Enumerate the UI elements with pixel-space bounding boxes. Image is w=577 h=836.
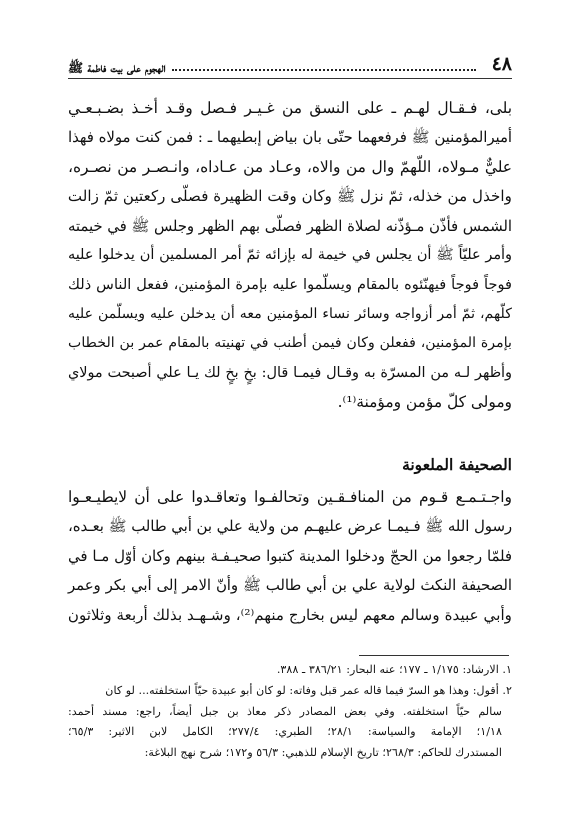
- text-line: واخذل من خذله، ثمّ نزل ﷺ وكان وقت الظهيرة فصلّى ركعتين ثمّ زالت: [67, 187, 512, 206]
- footnote-1: ١. الارشاد: ١/١٧٥ ـ ١٧٧؛ عنه البحار: ٣٨٦/٢١ ـ ٣٨٨.: [276, 663, 512, 676]
- text-line: بإمرة المؤمنين، ففعلن وكان فيمن أطنب في تهنيته بالمقام عمر بن الخطاب: [68, 335, 512, 352]
- section-heading: الصحيفة الملعونة: [402, 455, 512, 474]
- text-line: بلى، فـقـال لهـم ـ على النسق من غـيـر فـصل وقـد أخـذ بضـبـعـي: [68, 99, 512, 117]
- text-line: ومولى كلّ مؤمن ومؤمنة⁽¹⁾.: [337, 393, 512, 412]
- dotted-leader: [172, 68, 476, 71]
- text-line: الصحيفة النكث لولاية علي بن أبي طالب ﷺ وأنّ الامر إلى أبي بكر وعمر: [68, 577, 512, 595]
- footnotes: [68, 660, 512, 764]
- running-title: الهجوم على بيت فاطمة ﷺ: [68, 59, 166, 75]
- text-line: وأبي عبيدة وسالم معهم ليس بخارج منهم⁽²⁾، وشـهـد بذلك أربعة وثلاثون: [67, 605, 512, 624]
- page-header: [68, 48, 512, 74]
- footnote-rule: [359, 655, 509, 656]
- text-line: واجـتـمـع قـوم من المنافـقـين وتحالفـوا وتعاقـدوا على أن لايطيـعـوا: [68, 488, 512, 506]
- text-line: رسول الله ﷺ فـيمـا عرض عليهـم من ولاية علي بن أبي طالب ﷺ بعـده،: [68, 518, 512, 536]
- text-line: كلّهم، ثمّ أمر أزواجه وسائر نساء المؤمنين معه أن يدخلن عليه ويسلّمن عليه: [68, 305, 512, 322]
- text-line: فلمّا رجعوا من الحجّ ودخلوا المدينة كتبوا صحيـفـة بينهم وكان أوّل مـا في: [68, 547, 512, 565]
- page-number: ٤٨: [491, 53, 512, 75]
- text-line: الشمس فأذّن مـؤذّنه لصلاة الظهر فصلّى بهم الظهر وجلس ﷺ في خيمته: [68, 217, 512, 235]
- paragraph-2: [68, 483, 512, 630]
- footnote-2-line: سالم حيّاً استخلفته. وفي بعض المصادر ذكر معاذ بن جبل أيضاً، راجع: مسند أحمد:: [68, 704, 502, 718]
- text-line: وأمر عليّاً ﷺ أن يجلس في خيمة له بإزائه ثمّ أمر المسلمين أن يدخلوا عليه: [68, 247, 512, 264]
- footnote-2-line: ١/١٨؛ الإمامة والسياسة: ٢٨/١؛ الطبري: ٢٧٧/٤؛ الكامل لابن الاثير: ٦٥/٣؛: [68, 725, 503, 739]
- text-line: وأظهر لـه من المسرّة به وقـال فيمـا قال: بخٍ بخٍ لك يـا علي أصبحت مولاي: [68, 364, 512, 381]
- text-line: عليٌّ مـولاه، اللّهمّ وال من والاه، وعـاد من عـاداه، وانـصـر من نصـره،: [68, 157, 512, 176]
- text-line: أميرالمؤمنين ﷺ فرفعهما حتّى بان بياض إبطيهما ـ : فمن كنت مولاه فهذا: [68, 129, 512, 147]
- footnote-2-line: المستدرك للحاكم: ٢٦٨/٣؛ تاريخ الإسلام للذهبي: ٥٦/٣ و١٧٢؛ شرح نهج البلاغة:: [144, 746, 502, 760]
- header-rule: [68, 78, 512, 79]
- text-line: فوجاً فوجاً فيهنّئوه بالمقام ويسلّموا عليه بإمرة المؤمنين، ففعل الناس ذلك: [68, 276, 512, 294]
- footnote-2-line: ٢. أقول: وهذا هو السرّ فيما قاله عمر قبل وفاته: لو كان أبو عبيدة حيّاً استخلفته... لو كان: [105, 683, 512, 697]
- paragraph-1: [68, 94, 512, 417]
